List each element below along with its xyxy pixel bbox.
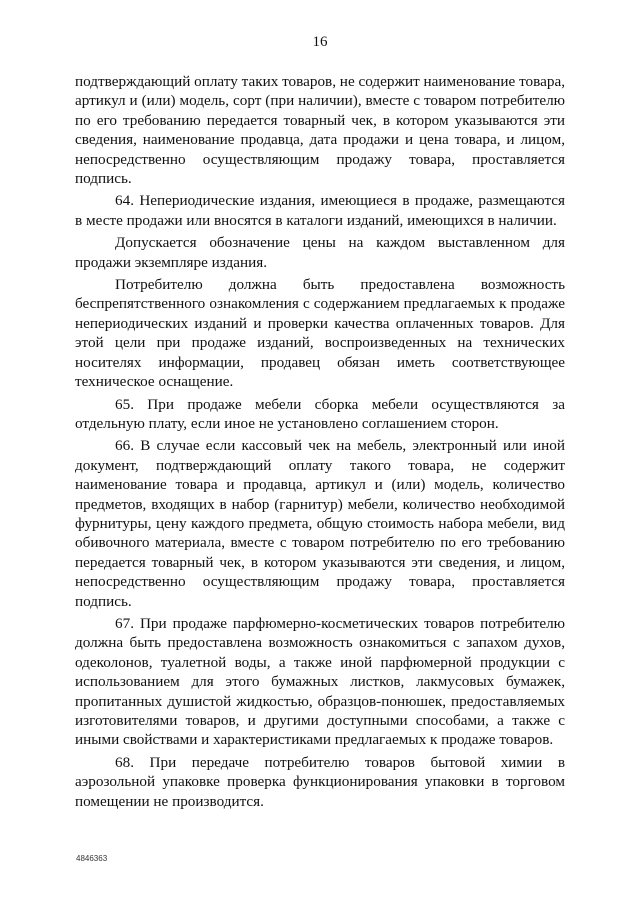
paragraph-65: 65. При продаже мебели сборка мебели осуществляются за отдельную плату, если иное не установлено соглашением сторон. bbox=[75, 395, 565, 432]
paragraph-66: 66. В случае если кассовый чек на мебель, электронный или иной документ, подтверждающий оплату такого товара, не содержит наименование товара и продавца, артикул и (или) модель, количество предметов, входящих в набор (гарнитур) мебели, количество необходимой фурнитуры, цену каждого предмета, общую стоимость набора мебели, вид обивочного материала, вместе с товаром потребителю по его требованию передается товарный чек, в котором указываются эти сведения, и лицом, непосредственно осуществляющим продажу товара, проставляется подпись. bbox=[75, 437, 565, 610]
paragraph-continuation: подтверждающий оплату таких товаров, не содержит наименование товара, артикул и (или) модель, сорт (при наличии), вместе с товаром потребителю по его требованию передается товарный чек, в котором указываются эти сведения, наименование продавца, дата продажи и цена товара, и лицом, непосредственно осуществляющим продажу товара, проставляется подпись. bbox=[75, 73, 565, 188]
document-body bbox=[75, 72, 565, 814]
paragraph-67: 67. При продаже парфюмерно-косметических товаров потребителю должна быть предоставлена возможность ознакомиться с запахом духов, одеколонов, туалетной воды, а также иной парфюмерной продукции с использованием для этого бумажных листков, лакмусовых бумажек, пропитанных душистой жидкостью, образцов-понюшек, предоставляемых изготовителями товаров, и другими доступными способами, а также с иными свойствами и характеристиками предлагаемых к продаже товаров. bbox=[75, 614, 565, 749]
paragraph-68: 68. При передаче потребителю товаров бытовой химии в аэрозольной упаковке проверка функционирования упаковки в торговом помещении не производится. bbox=[75, 753, 565, 810]
paragraph-consumer-review: Потребителю должна быть предоставлена возможность беспрепятственного ознакомления с содержанием предлагаемых к продаже непериодических изданий и проверки качества оплаченных товаров. Для этой цели при продаже изданий, воспроизведенных на технических носителях информации, продавец обязан иметь соответствующее техническое оснащение. bbox=[75, 276, 565, 391]
paragraph-64: 64. Непериодические издания, имеющиеся в продаже, размещаются в месте продажи или вносятся в каталоги изданий, имеющихся в наличии. bbox=[75, 192, 565, 229]
paragraph-price-marking: Допускается обозначение цены на каждом выставленном для продажи экземпляре издания. bbox=[75, 234, 565, 271]
document-code: 4846363 bbox=[76, 854, 108, 863]
page-number: 16 bbox=[312, 34, 328, 50]
